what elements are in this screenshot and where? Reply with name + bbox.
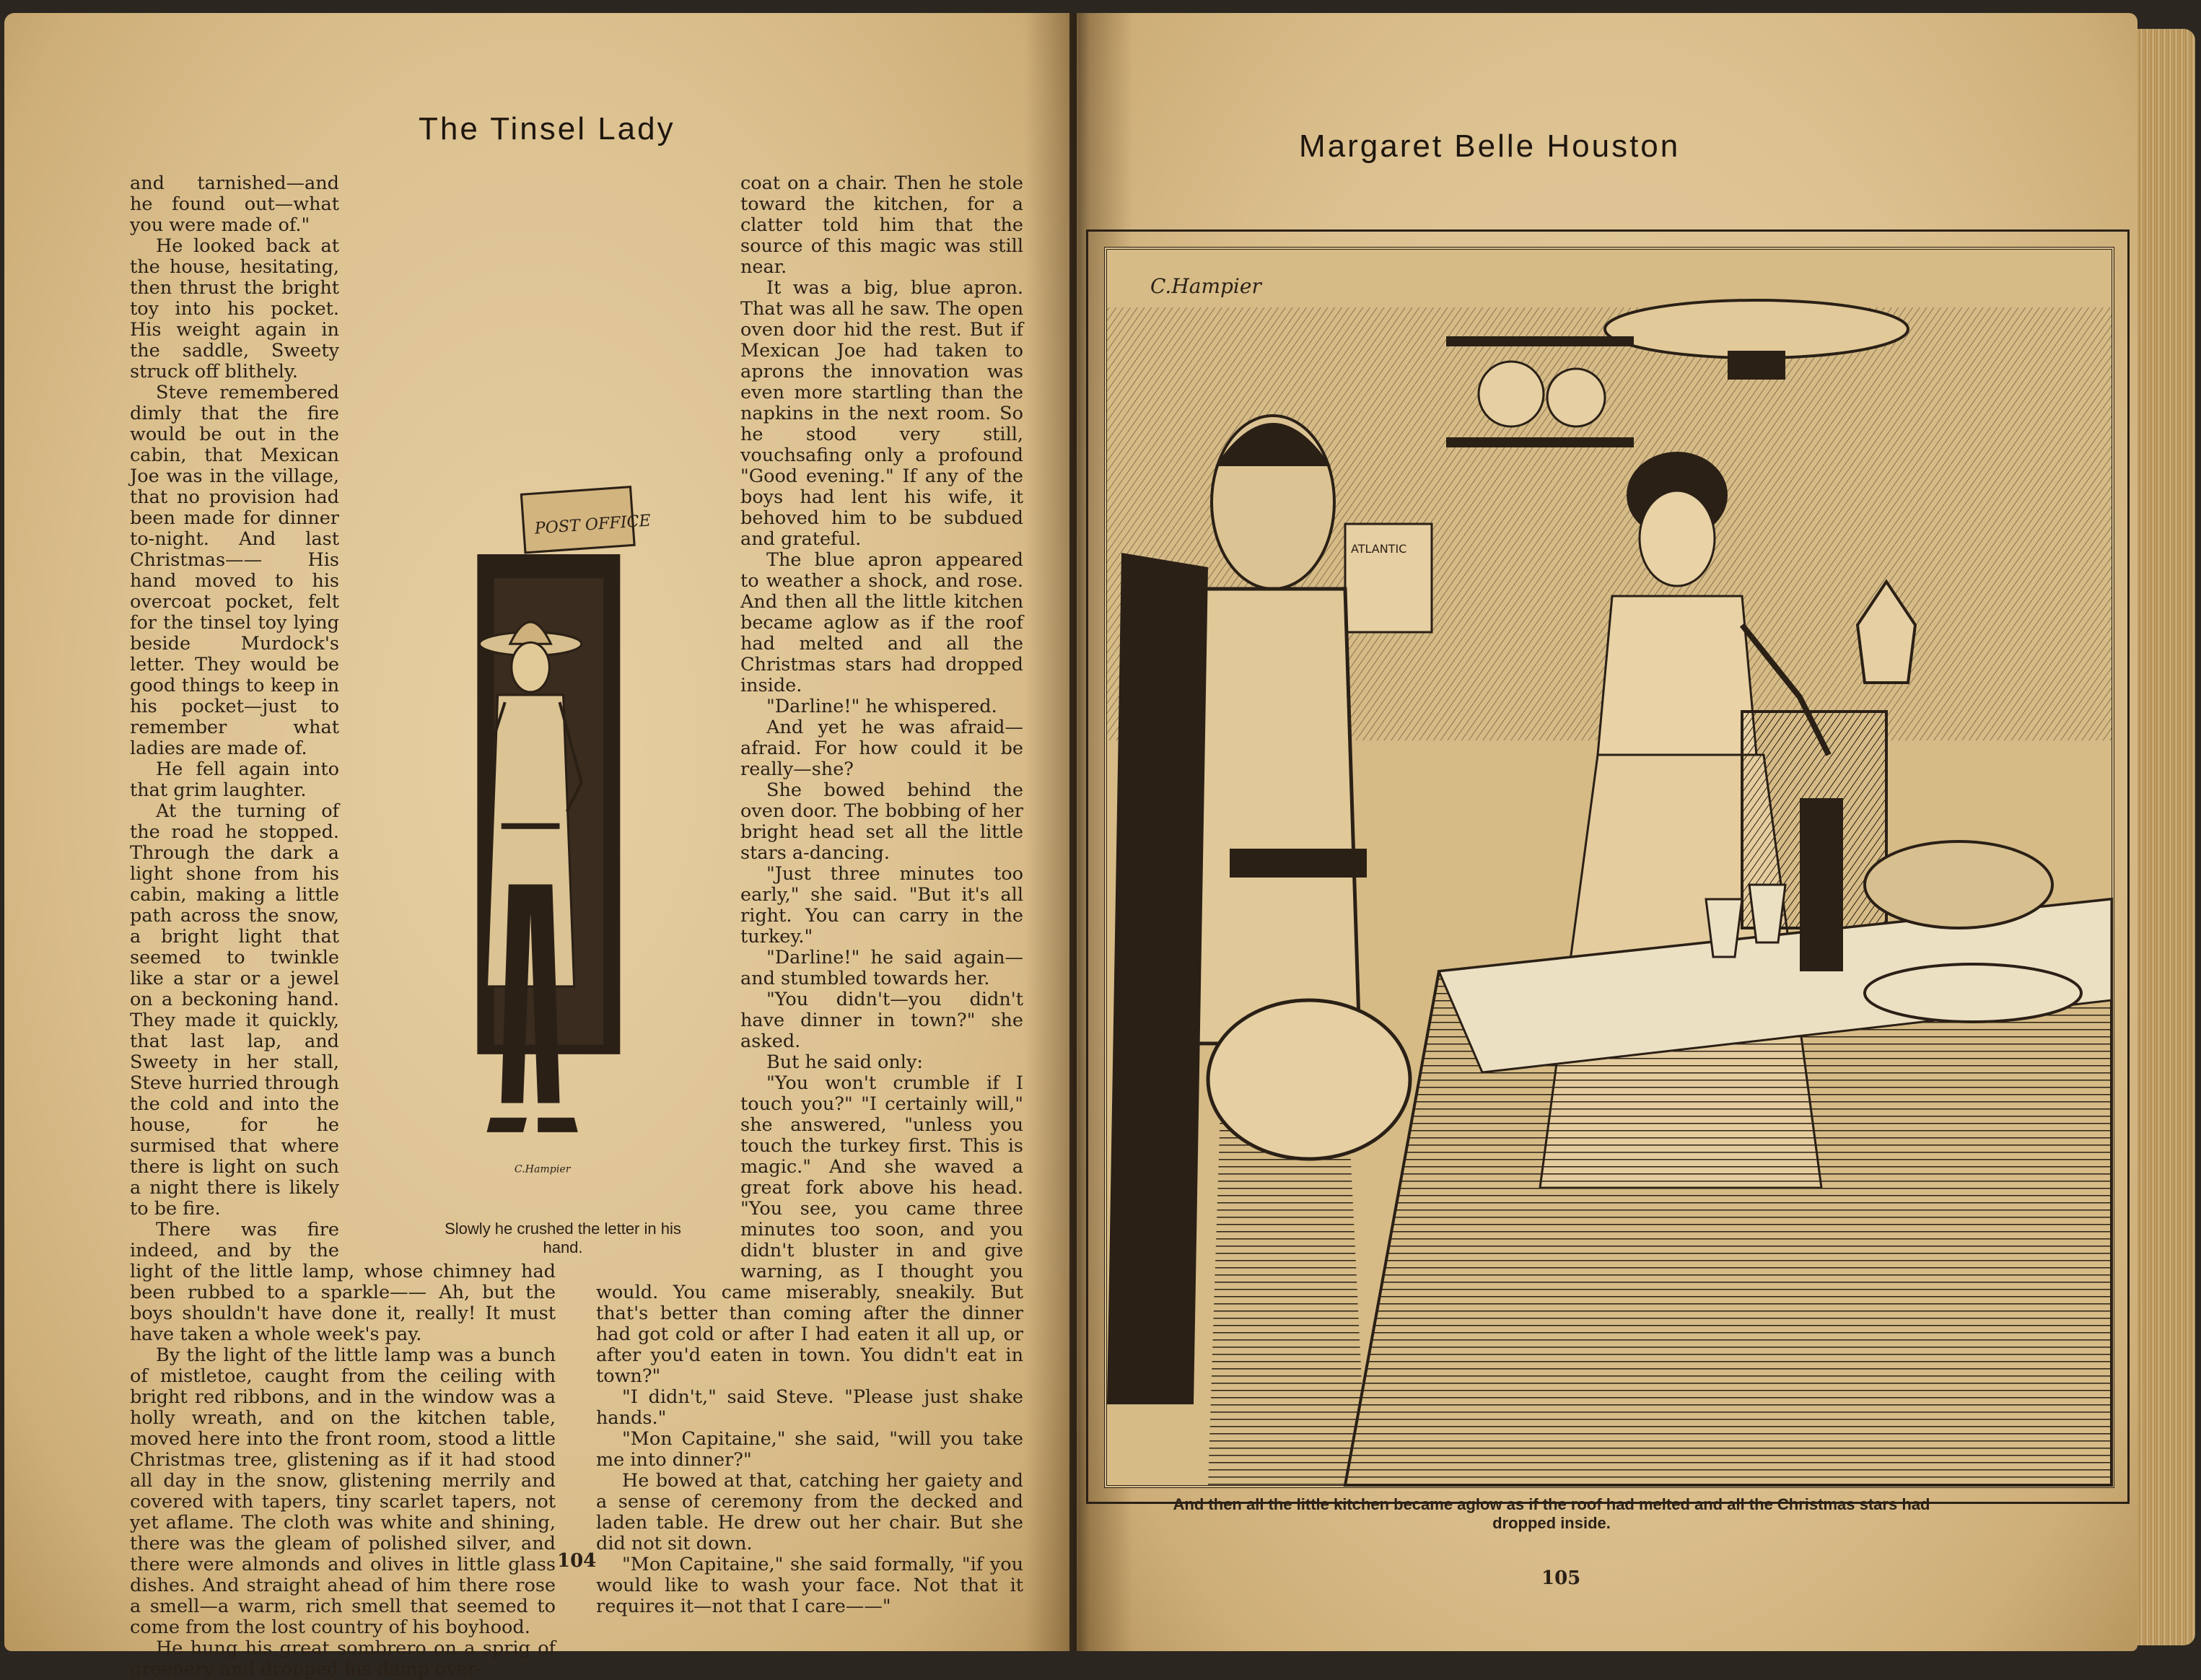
paragraph: "Mon Capitaine," she said formally, "if you would like to wash your face. Not that it requires it—not that I care——" — [596, 1554, 1023, 1617]
paragraph: By the light of the little lamp was a bunch of mistletoe, caught from the ceiling with bright red ribbons, and in the window was a holly wreath, and on the kitchen table, moved here into the front room, stood a little Christmas tree, glistening as if it had stood all day in the snow, glistening merrily and covered with tapers, tiny scarlet tapers, not yet aflame. The cloth was white and shining, there was the gleam of polished silver, and there were almonds and olives in little glass dishes. And straight ahead of him there rose a smell—a warm, rich smell that seemed to come from the lost country of his boyhood. — [130, 1344, 556, 1638]
paragraph: But he said only: — [766, 1051, 923, 1073]
paragraph: "Darline!" he said again—and stumbled towards her. — [740, 947, 1023, 989]
atlantic-sign: ATLANTIC — [1351, 542, 1407, 556]
cowboy-illustration — [422, 476, 652, 1212]
page-edges — [2137, 29, 2195, 1645]
paragraph: At the turning of the road he stopped. Through the dark a light shone from his cabin, making a little path across the snow, a bright light that seemed to twinkle like a star or a jewel on a beckoning hand. They made it quickly, that last lap, and Sweety in her stall, Steve hurried through the cold and into the house, for he surmised that where there is light on such a night there is likely to be fire. — [130, 800, 339, 1220]
paragraph: And yet he was afraid—afraid. For how could it be really—she? — [740, 717, 1023, 780]
right-illustration-signature: C.Hampier — [1150, 274, 1261, 298]
right-folio: 105 — [1541, 1567, 1581, 1589]
paragraph: The blue apron appeared to weather a shock, and rose. And then all the little kitchen became aglow as if the roof had melted and all the Christmas stars had dropped inside. — [740, 549, 1023, 696]
paragraph: "You didn't—you didn't have dinner in town?" she asked. — [740, 989, 1023, 1052]
paragraph: "You won't crumble if I touch you?" "I certainly will," she answered, "unless you touch the turkey first. This is magic." And she waved a great fork above his head. "You see, you came three minutes too soon, and you didn't bluster in and give warning, as I thought you would. You came miserably, sneakily. But that's better than coming after the dinner had got cold or after I had eaten it all up, or after you'd eaten in town. You didn't eat in town?" — [596, 1072, 1023, 1387]
kitchen-scene-drawing — [1107, 250, 2112, 1485]
left-illustration-signature: C.Hampier — [514, 1163, 571, 1176]
paragraph: coat on a chair. Then he stole toward the kitchen, for a clatter told him that the source of this magic was still near. — [740, 172, 1023, 278]
left-folio: 104 — [557, 1550, 597, 1572]
paragraph: Steve remembered dimly that the fire would be out in the cabin, that Mexican Joe was in the village, that no provision had been made for dinner to-night. And last Christmas—— His hand moved to his overcoat pocket, felt for the tinsel toy lying beside Murdock's letter. They would be good things to keep in his pocket—just to remember what ladies are made of. — [130, 382, 339, 759]
paragraph: "Mon Capitaine," she said, "will you take me into dinner?" — [596, 1428, 1023, 1471]
left-illustration-caption: Slowly he crushed the letter in his hand. — [445, 1220, 681, 1256]
running-head-left: The Tinsel Lady — [419, 111, 675, 146]
paragraph: "Just three minutes too early," she said. "But it's all right. You can carry in the turkey." — [740, 863, 1023, 948]
paragraph: and tarnished—and he found out—what you were made of." — [130, 172, 339, 236]
paragraph: She bowed behind the oven door. The bobbing of her bright head set all the little stars a-dancing. — [740, 779, 1023, 864]
paragraph: "Darline!" he whispered. — [766, 696, 997, 717]
post-office-sign: POST OFFICE — [533, 511, 652, 538]
kitchen-illustration — [1104, 247, 2114, 1488]
paragraph: There was fire indeed, and by the light of the little lamp, whose chimney had been rubbed to a sparkle—— Ah, but the boys shouldn't have done it, really! It must have taken a whole week's pay. — [130, 1219, 556, 1345]
paragraph: He hung his great sombrero on a sprig of greenery and dropped his damp over- — [130, 1637, 556, 1680]
paragraph: He looked back at the house, hesitating, then thrust the bright toy into his pocket. His weight again in the saddle, Sweety struck off blithely. — [130, 235, 339, 382]
running-head-right: Margaret Belle Houston — [1299, 128, 1681, 164]
paragraph: "I didn't," said Steve. "Please just shake hands." — [596, 1386, 1023, 1429]
paragraph: He bowed at that, catching her gaiety and a sense of ceremony from the decked and laden table. He drew out her chair. But she did not sit down. — [596, 1470, 1023, 1554]
paragraph: He fell again into that grim laughter. — [130, 758, 339, 801]
left-page-column-2 — [596, 173, 1023, 1617]
right-illustration-caption: And then all the little kitchen became aglow as if the roof had melted and all the Christmas stars had dropped inside. — [1173, 1495, 1930, 1532]
paragraph: It was a big, blue apron. That was all he saw. The open oven door hid the rest. But if Mexican Joe had taken to aprons the innovation was even more startling than the napkins in the next room. So he stood very still, vouchsafing only a profound "Good evening." If any of the boys had lent his wife, it behoved him to be subdued and grateful. — [740, 277, 1023, 550]
